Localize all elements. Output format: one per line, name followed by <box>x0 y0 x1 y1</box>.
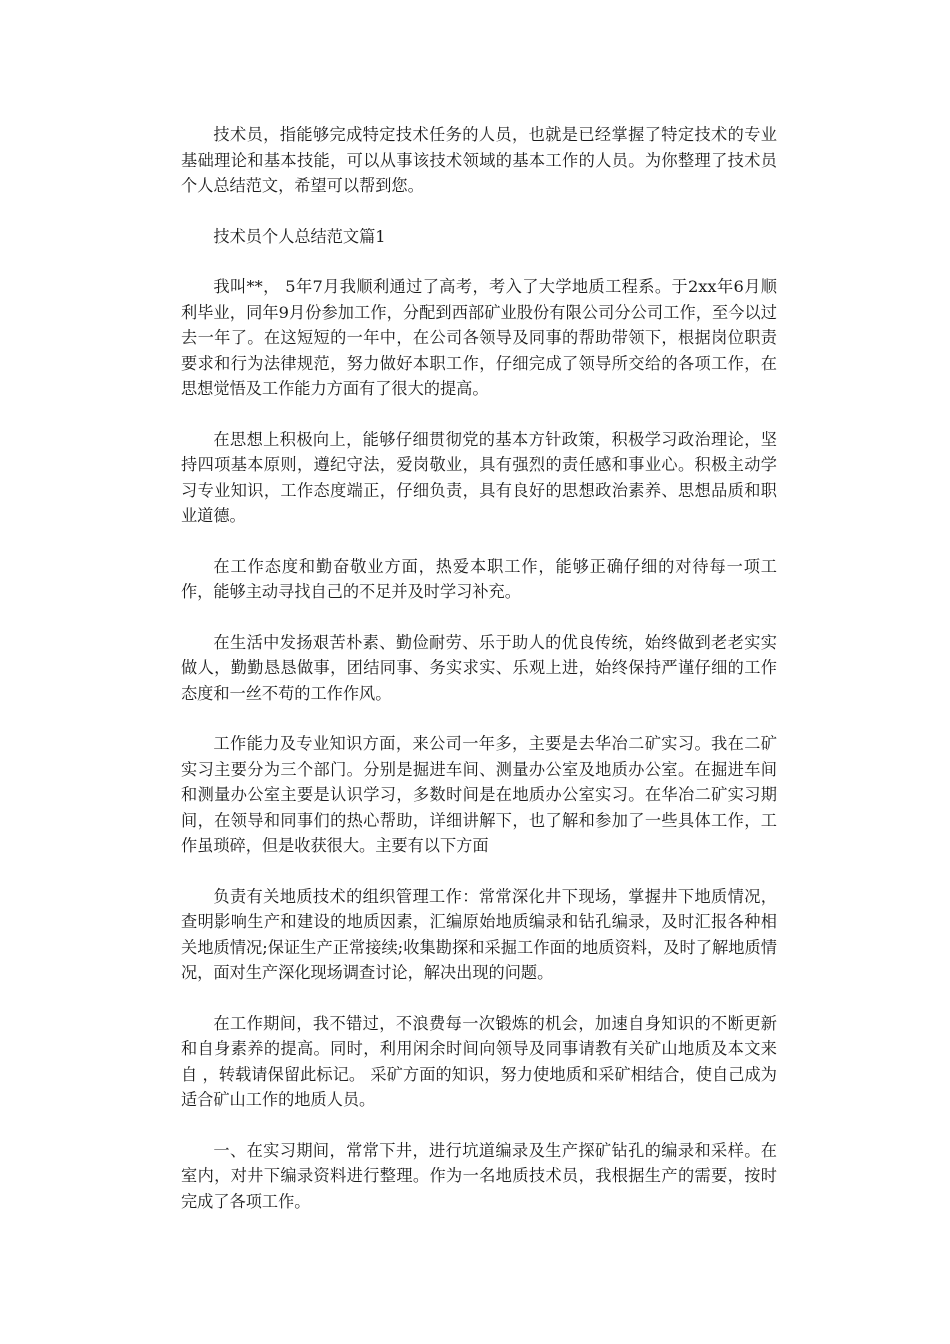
body-paragraph-3: 在工作态度和勤奋敬业方面，热爱本职工作，能够正确仔细的对待每一项工作，能够主动寻找自己的不足并及时学习补充。 <box>181 556 777 601</box>
document-page <box>181 122 777 1239</box>
body-paragraph-6: 负责有关地质技术的组织管理工作：常常深化井下现场，掌握井下地质情况，查明影响生产和建设的地质因素，汇编原始地质编录和钻孔编录，及时汇报各种相关地质情况;保证生产正常接续;收集勘探和采掘工作面的地质资料，及时了解地质情况，面对生产深化现场调查讨论，解决出现的问题。 <box>181 886 777 982</box>
body-paragraph-4: 在生活中发扬艰苦朴素、勤俭耐劳、乐于助人的优良传统，始终做到老老实实做人，勤勤恳恳做事，团结同事、务实求实、乐观上进，始终保持严谨仔细的工作态度和一丝不苟的工作作风。 <box>181 632 777 703</box>
intro-paragraph: 技术员，指能够完成特定技术任务的人员，也就是已经掌握了特定技术的专业基础理论和基本技能，可以从事该技术领域的基本工作的人员。为你整理了技术员个人总结范文，希望可以帮到您。 <box>181 125 777 195</box>
body-paragraph-7: 在工作期间，我不错过，不浪费每一次锻炼的机会，加速自身知识的不断更新和自身素养的提高。同时，利用闲余时间向领导及同事请教有关矿山地质及本文来自 ，转载请保留此标记。 采矿方面的知识，努力使地质和采矿相结合，使自己成为适合矿山工作的地质人员。 <box>181 1013 777 1109</box>
section-heading: 技术员个人总结范文篇1 <box>213 226 386 246</box>
body-paragraph-5: 工作能力及专业知识方面，来公司一年多，主要是去华冶二矿实习。我在二矿实习主要分为三个部门。分别是掘进车间、测量办公室及地质办公室。在掘进车间和测量办公室主要是认识学习，多数时间是在地质办公室实习。在华冶二矿实习期间，在领导和同事们的热心帮助，详细讲解下，也了解和参加了一些具体工作，工作虽琐碎，但是收获很大。主要有以下方面 <box>181 734 777 855</box>
body-paragraph-2: 在思想上积极向上，能够仔细贯彻党的基本方针政策，积极学习政治理论，坚持四项基本原则，遵纪守法，爱岗敬业，具有强烈的责任感和事业心。积极主动学习专业知识，工作态度端正，仔细负责，具有良好的思想政治素养、思想品质和职业道德。 <box>181 429 777 525</box>
body-paragraph-1: 我叫**， 5年7月我顺利通过了高考，考入了大学地质工程系。于2xx年6月顺利毕业，同年9月份参加工作，分配到西部矿业股份有限公司分公司工作，至今以过去一年了。在这短短的一年中，在公司各领导及同事的帮助带领下，根据岗位职责要求和行为法律规范，努力做好本职工作，仔细完成了领导所交给的各项工作，在思想觉悟及工作能力方面有了很大的提高。 <box>181 277 777 398</box>
body-paragraph-8: 一、在实习期间，常常下井，进行坑道编录及生产探矿钻孔的编录和采样。在室内，对井下编录资料进行整理。作为一名地质技术员，我根据生产的需要，按时完成了各项工作。 <box>181 1140 777 1211</box>
